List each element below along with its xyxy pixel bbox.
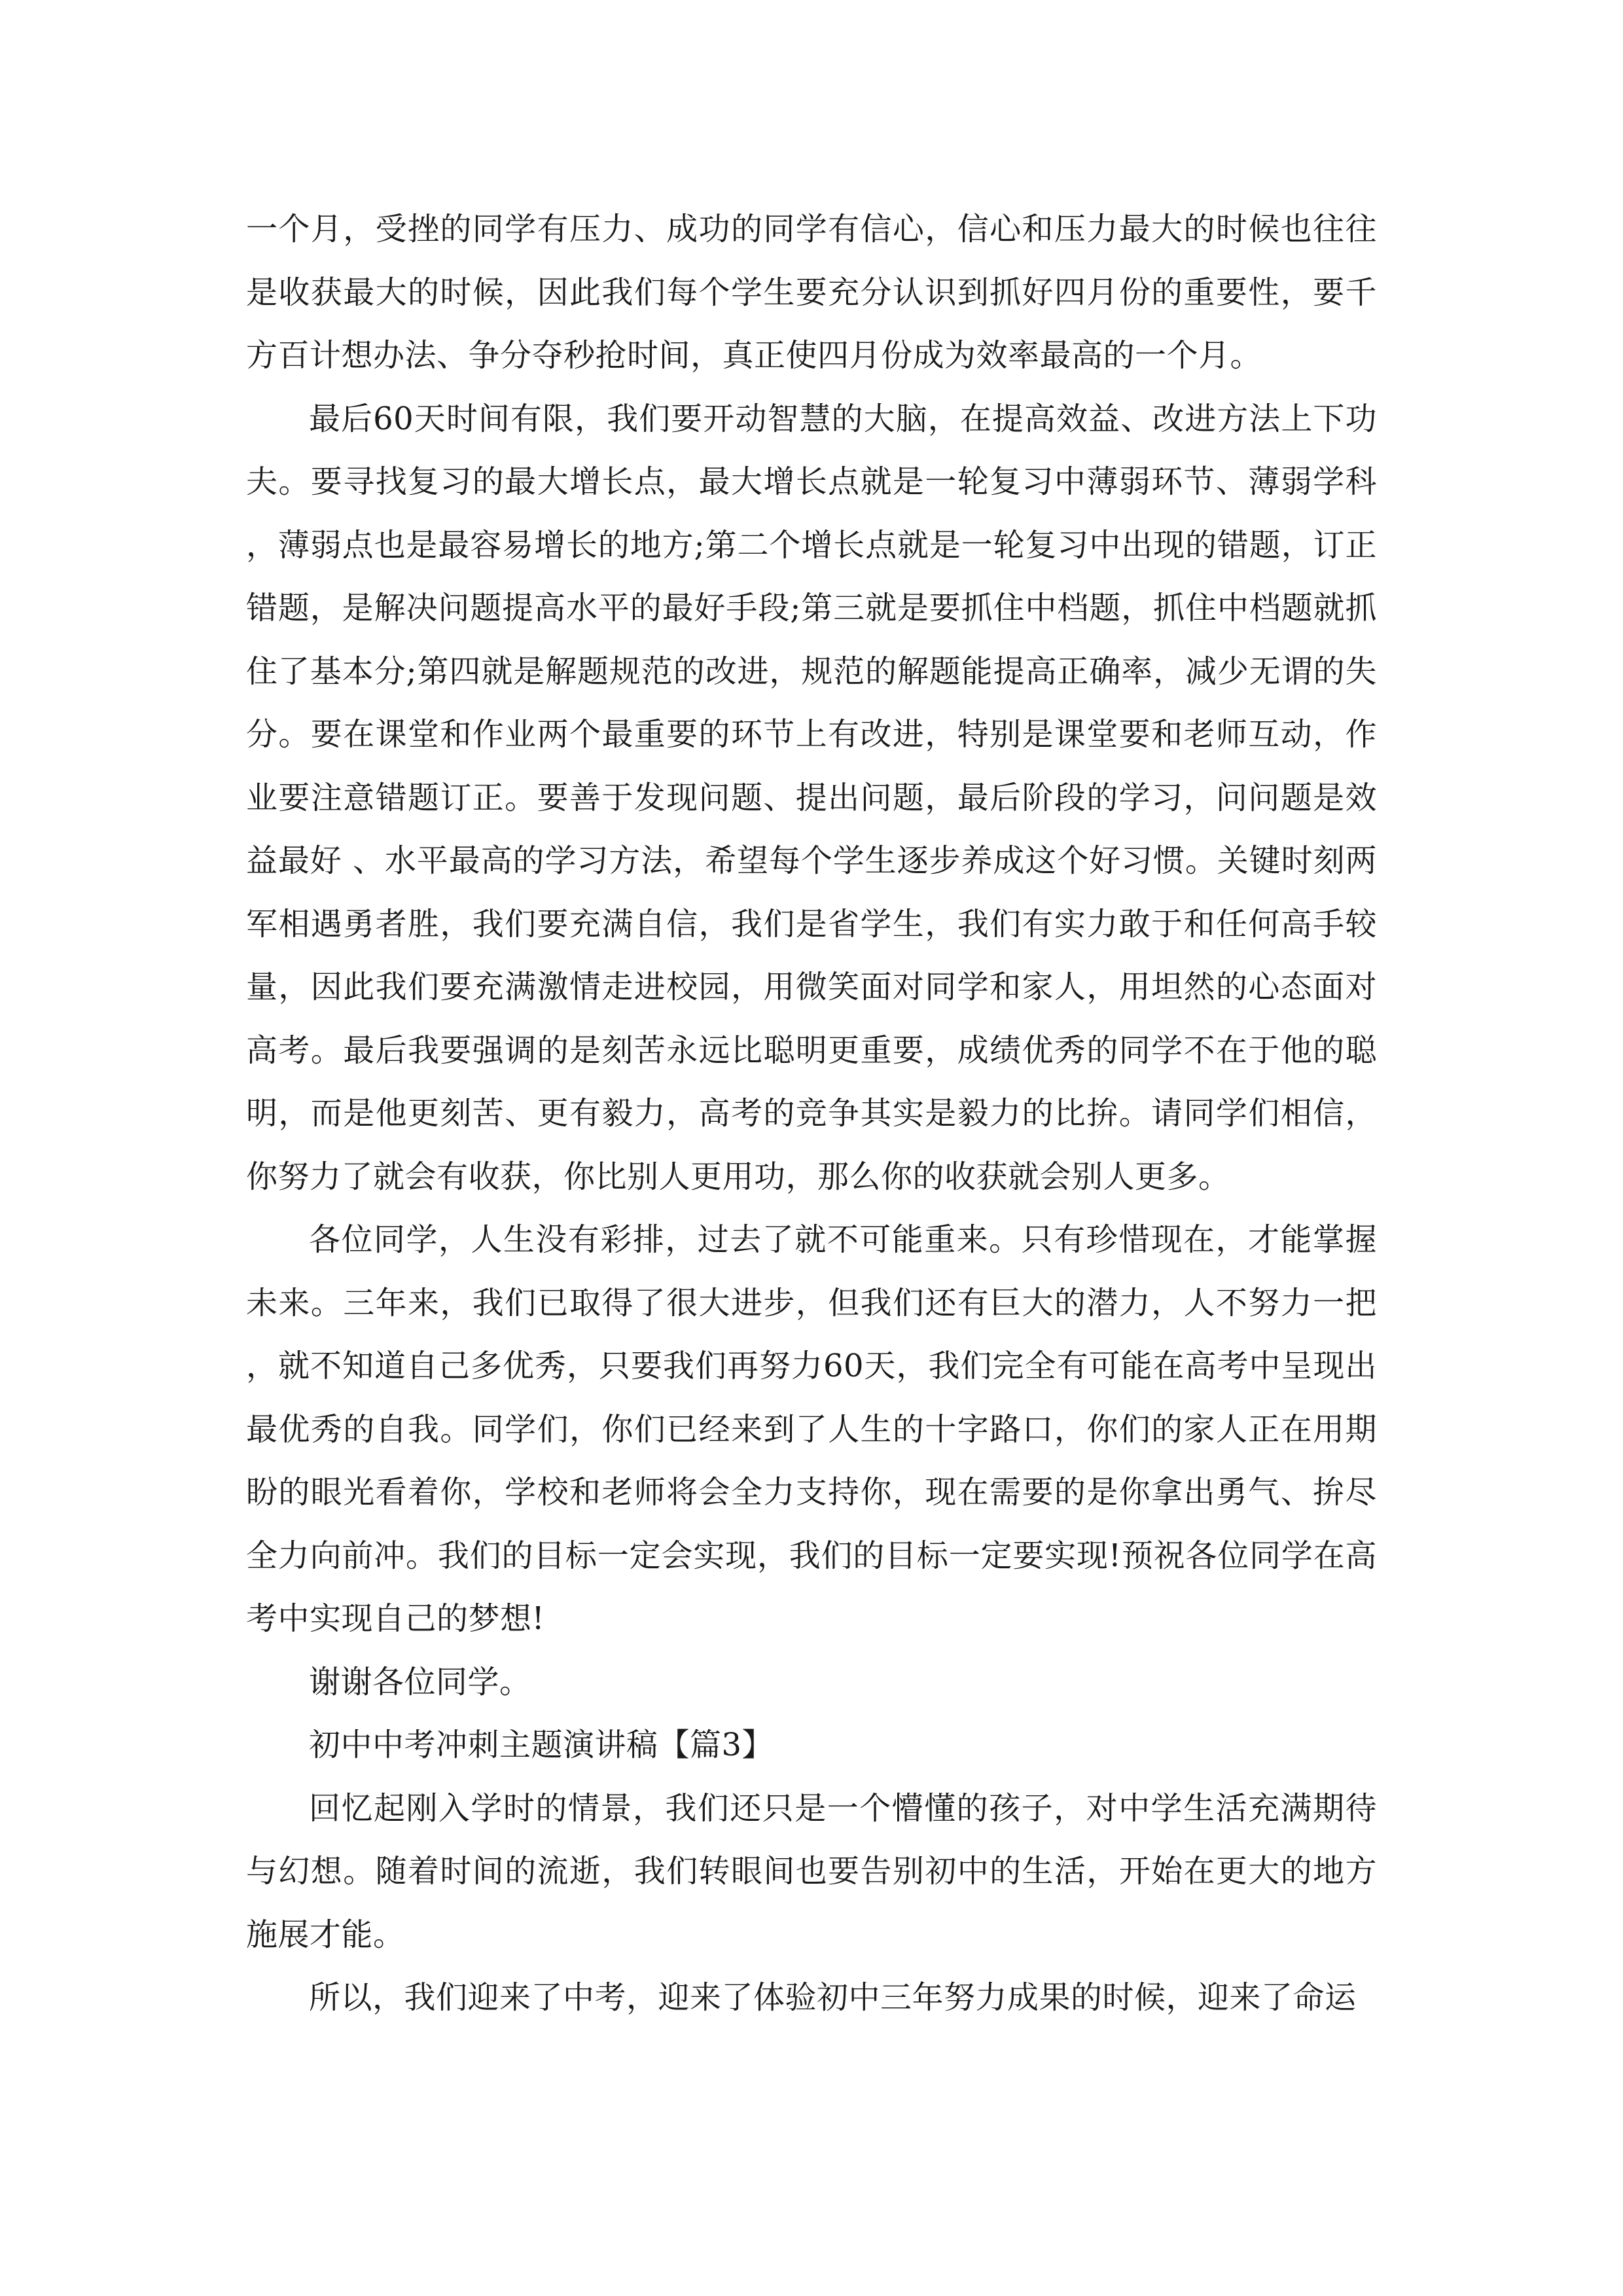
paragraph-no-rehearsal: 各位同学，人生没有彩排，过去了就不可能重来。只有珍惜现在，才能掌握未来。三年来，我们已取得了很大进步，但我们还有巨大的潜力，人不努力一把，就不知道自己多优秀，只要我们再努力60天，我们完全有可能在高考中呈现出最优秀的自我。同学们，你们已经来到了人生的十字路口，你们的家人正在用期盼的眼光看着你，学校和老师将会全力支持你，现在需要的是你拿出勇气、拚尽全力向前冲。我们的目标一定会实现，我们的目标一定要实现!预祝各位同学在高考中实现自己的梦想! xyxy=(246,1221,1377,1637)
paragraph-continuation: 一个月，受挫的同学有压力、成功的同学有信心，信心和压力最大的时候也往往是收获最大的时候，因此我们每个学生要充分认识到抓好四月份的重要性，要千方百计想办法、争分夺秒抢时间，真正使四月份成为效率最高的一个月。 xyxy=(246,211,1377,374)
paragraph-exam-arrival: 所以，我们迎来了中考，迎来了体验初中三年努力成果的时候，迎来了命运 xyxy=(309,1979,1357,2016)
paragraph-thanks: 谢谢各位同学。 xyxy=(309,1663,531,1700)
section-heading-part-3: 初中中考冲刺主题演讲稿【篇3】 xyxy=(309,1727,774,1763)
paragraph-final-60-days: 最后60天时间有限，我们要开动智慧的大脑，在提高效益、改进方法上下功夫。要寻找复习的最大增长点，最大增长点就是一轮复习中薄弱环节、薄弱学科，薄弱点也是最容易增长的地方;第二个增长点就是一轮复习中出现的错题，订正错题，是解决问题提高水平的最好手段;第三就是要抓住中档题，抓住中档题就抓住了基本分;第四就是解题规范的改进，规范的解题能提高正确率，减少无谓的失分。要在课堂和作业两个最重要的环节上有改进，特别是课堂要和老师互动，作业要注意错题订正。要善于发现问题、提出问题，最后阶段的学习，问问题是效益最好 、水平最高的学习方法，希望每个学生逐步养成这个好习惯。关键时刻两军相遇勇者胜，我们要充满自信，我们是省学生，我们有实力敢于和任何高手较量，因此我们要充满激情走进校园，用微笑面对同学和家人，用坦然的心态面对高考。最后我要强调的是刻苦永远比聪明更重要，成绩优秀的同学不在于他的聪明，而是他更刻苦、更有毅力，高考的竞争其实是毅力的比拚。请同学们相信，你努力了就会有收获，你比别人更用功，那么你的收获就会别人更多。 xyxy=(246,400,1377,1195)
document-body xyxy=(246,198,1377,2030)
paragraph-recollection: 回忆起刚入学时的情景，我们还只是一个懵懂的孩子，对中学生活充满期待与幻想。随着时间的流逝，我们转眼间也要告别初中的生活，开始在更大的地方施展才能。 xyxy=(246,1789,1377,1953)
